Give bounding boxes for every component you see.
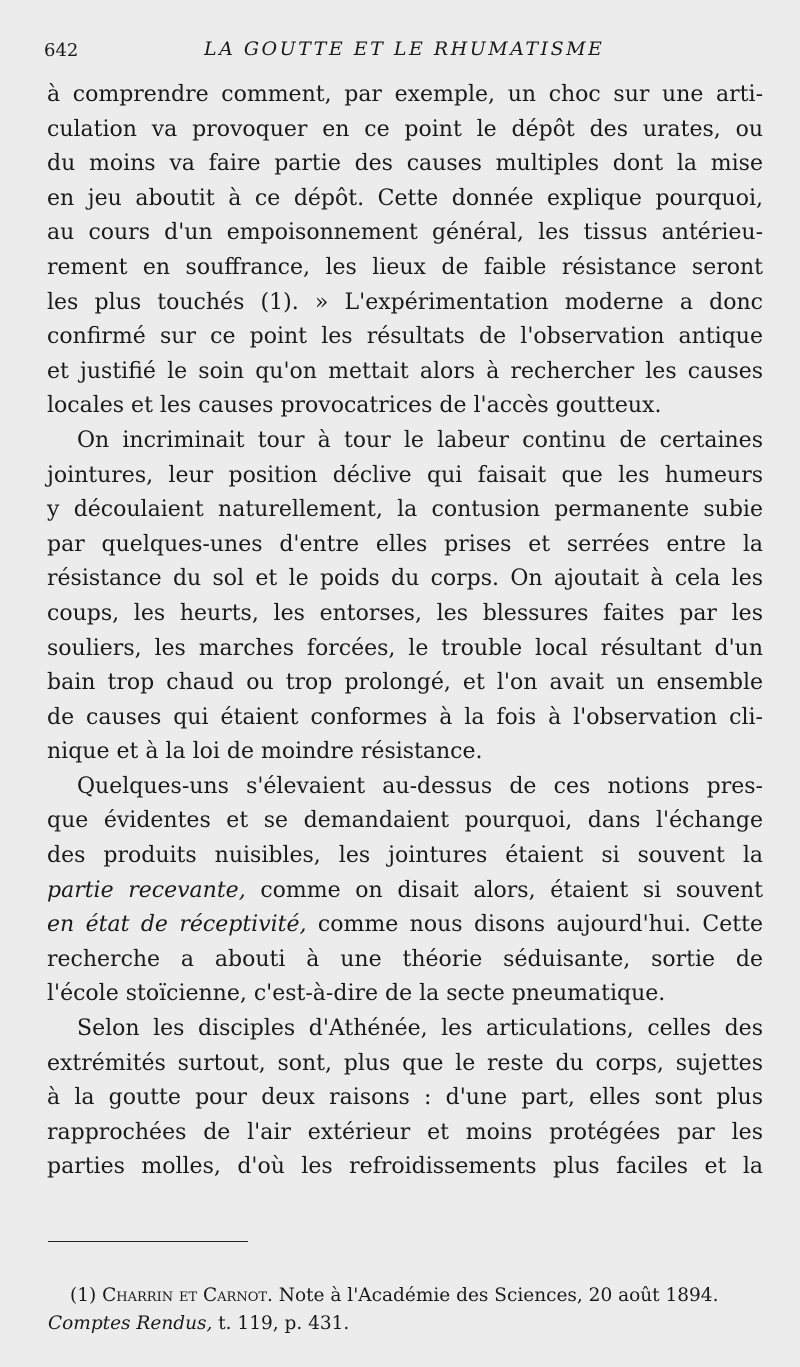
running-title: LA GOUTTE ET LE RHUMATISME [204, 38, 605, 60]
footnote-marker: (1) [70, 1285, 97, 1306]
text-run: par quelques-unes d'entre elles prises et serrées entre la [47, 531, 763, 557]
italic-phrase: en état de réceptivité, [47, 912, 307, 938]
footnote-journal: Comptes Rendus, [48, 1313, 213, 1334]
text-run: du moins va faire partie des causes multiples dont la mise [47, 151, 763, 177]
text-line [47, 804, 763, 839]
text-line [47, 666, 763, 701]
paragraph [47, 424, 763, 770]
italic-phrase: partie recevante, [47, 877, 246, 903]
text-line [47, 320, 763, 355]
text-run: Selon les disciples d'Athénée, les articulations, celles des [77, 1016, 763, 1042]
text-run: des produits nuisibles, les jointures étaient si souvent la [47, 843, 763, 869]
text-run: On incriminait tour à tour le labeur continu de certaines [77, 427, 763, 453]
text-line [47, 424, 763, 459]
text-line [47, 147, 763, 182]
text-line [47, 1047, 763, 1082]
text-run: rement en souffrance, les lieux de faible résistance seront [47, 254, 763, 280]
footnote-separator [48, 1241, 248, 1242]
paragraph [47, 770, 763, 1012]
text-line [47, 1012, 763, 1047]
text-run: parties molles, d'où les refroidissements plus faciles et la [47, 1154, 763, 1180]
text-line [47, 1150, 763, 1185]
text-run: que évidentes et se demandaient pourquoi, dans l'échange [47, 808, 763, 834]
paragraph [47, 78, 763, 424]
text-run: comme nous disons aujourd'hui. Cette [306, 912, 763, 938]
text-run: confirmé sur ce point les résultats de l'observation antique [47, 324, 763, 350]
text-line [47, 1116, 763, 1151]
paragraph [47, 1012, 763, 1185]
page-number: 642 [44, 40, 79, 61]
text-line [47, 286, 763, 321]
text-run: l'école stoïcienne, c'est-à-dire de la secte pneumatique. [47, 981, 666, 1007]
text-line [47, 597, 763, 632]
text-line [47, 562, 763, 597]
text-run: en jeu aboutit à ce dépôt. Cette donnée explique pourquoi, [47, 185, 763, 211]
text-line [47, 839, 763, 874]
text-run: recherche a abouti à une théorie séduisante, sortie de [47, 946, 763, 972]
running-header [44, 38, 764, 68]
text-run: à comprendre comment, par exemple, un choc sur une arti- [47, 82, 763, 107]
text-run: extrémités surtout, sont, plus que le reste du corps, sujettes [47, 1050, 763, 1076]
text-line [47, 251, 763, 286]
footnote-text-1: Note à l'Académie des Sciences, 20 août 1894. [272, 1285, 719, 1306]
text-run: de causes qui étaient conformes à la fois à l'observation cli- [47, 704, 763, 730]
body-text [47, 78, 763, 1185]
text-line [47, 632, 763, 667]
footnote [48, 1282, 765, 1338]
text-line [47, 216, 763, 251]
text-line [47, 389, 763, 424]
text-run: à la goutte pour deux raisons : d'une part, elles sont plus [47, 1085, 763, 1111]
text-run: au cours d'un empoisonnement général, les tissus antérieu- [47, 220, 763, 246]
text-line [47, 977, 763, 1012]
text-run: comme on disait alors, étaient si souvent [245, 877, 763, 903]
text-run: bain trop chaud ou trop prolongé, et l'on avait un ensemble [47, 670, 763, 696]
text-run: coups, les heurts, les entorses, les blessures faites par les [47, 600, 763, 626]
text-run: souliers, les marches forcées, le trouble local résultant d'un [47, 635, 763, 661]
text-line [47, 1081, 763, 1116]
text-line [47, 735, 763, 770]
text-line [47, 874, 763, 909]
text-line [47, 459, 763, 494]
text-run: Quelques-uns s'élevaient au-dessus de ces notions pres- [77, 773, 763, 799]
text-line [47, 701, 763, 736]
footnote-line-1 [70, 1282, 765, 1310]
footnote-line-2 [48, 1310, 765, 1338]
text-run: résistance du sol et le poids du corps. On ajoutait à cela les [47, 566, 763, 592]
text-line [47, 528, 763, 563]
text-run: et justifié le soin qu'on mettait alors à rechercher les causes [47, 358, 763, 384]
text-run: nique et à la loi de moindre résistance. [47, 739, 483, 765]
text-line [47, 908, 763, 943]
text-line [47, 355, 763, 390]
text-line [47, 182, 763, 217]
text-run: locales et les causes provocatrices de l'accès goutteux. [47, 393, 662, 419]
text-line [47, 113, 763, 148]
text-run: jointures, leur position déclive qui faisait que les humeurs [47, 462, 763, 488]
text-line [47, 493, 763, 528]
text-run: y découlaient naturellement, la contusion permanente subie [47, 497, 763, 523]
text-run: les plus touchés (1). » L'expérimentation moderne a donc [47, 289, 763, 315]
text-line [47, 78, 763, 113]
text-run: rapprochées de l'air extérieur et moins protégées par les [47, 1119, 763, 1145]
footnote-authors: Charrin et Carnot. [102, 1285, 273, 1306]
footnote-text-2: t. 119, p. 431. [212, 1313, 350, 1334]
text-run: culation va provoquer en ce point le dépôt des urates, ou [47, 116, 763, 142]
text-line [47, 943, 763, 978]
text-line [47, 770, 763, 805]
